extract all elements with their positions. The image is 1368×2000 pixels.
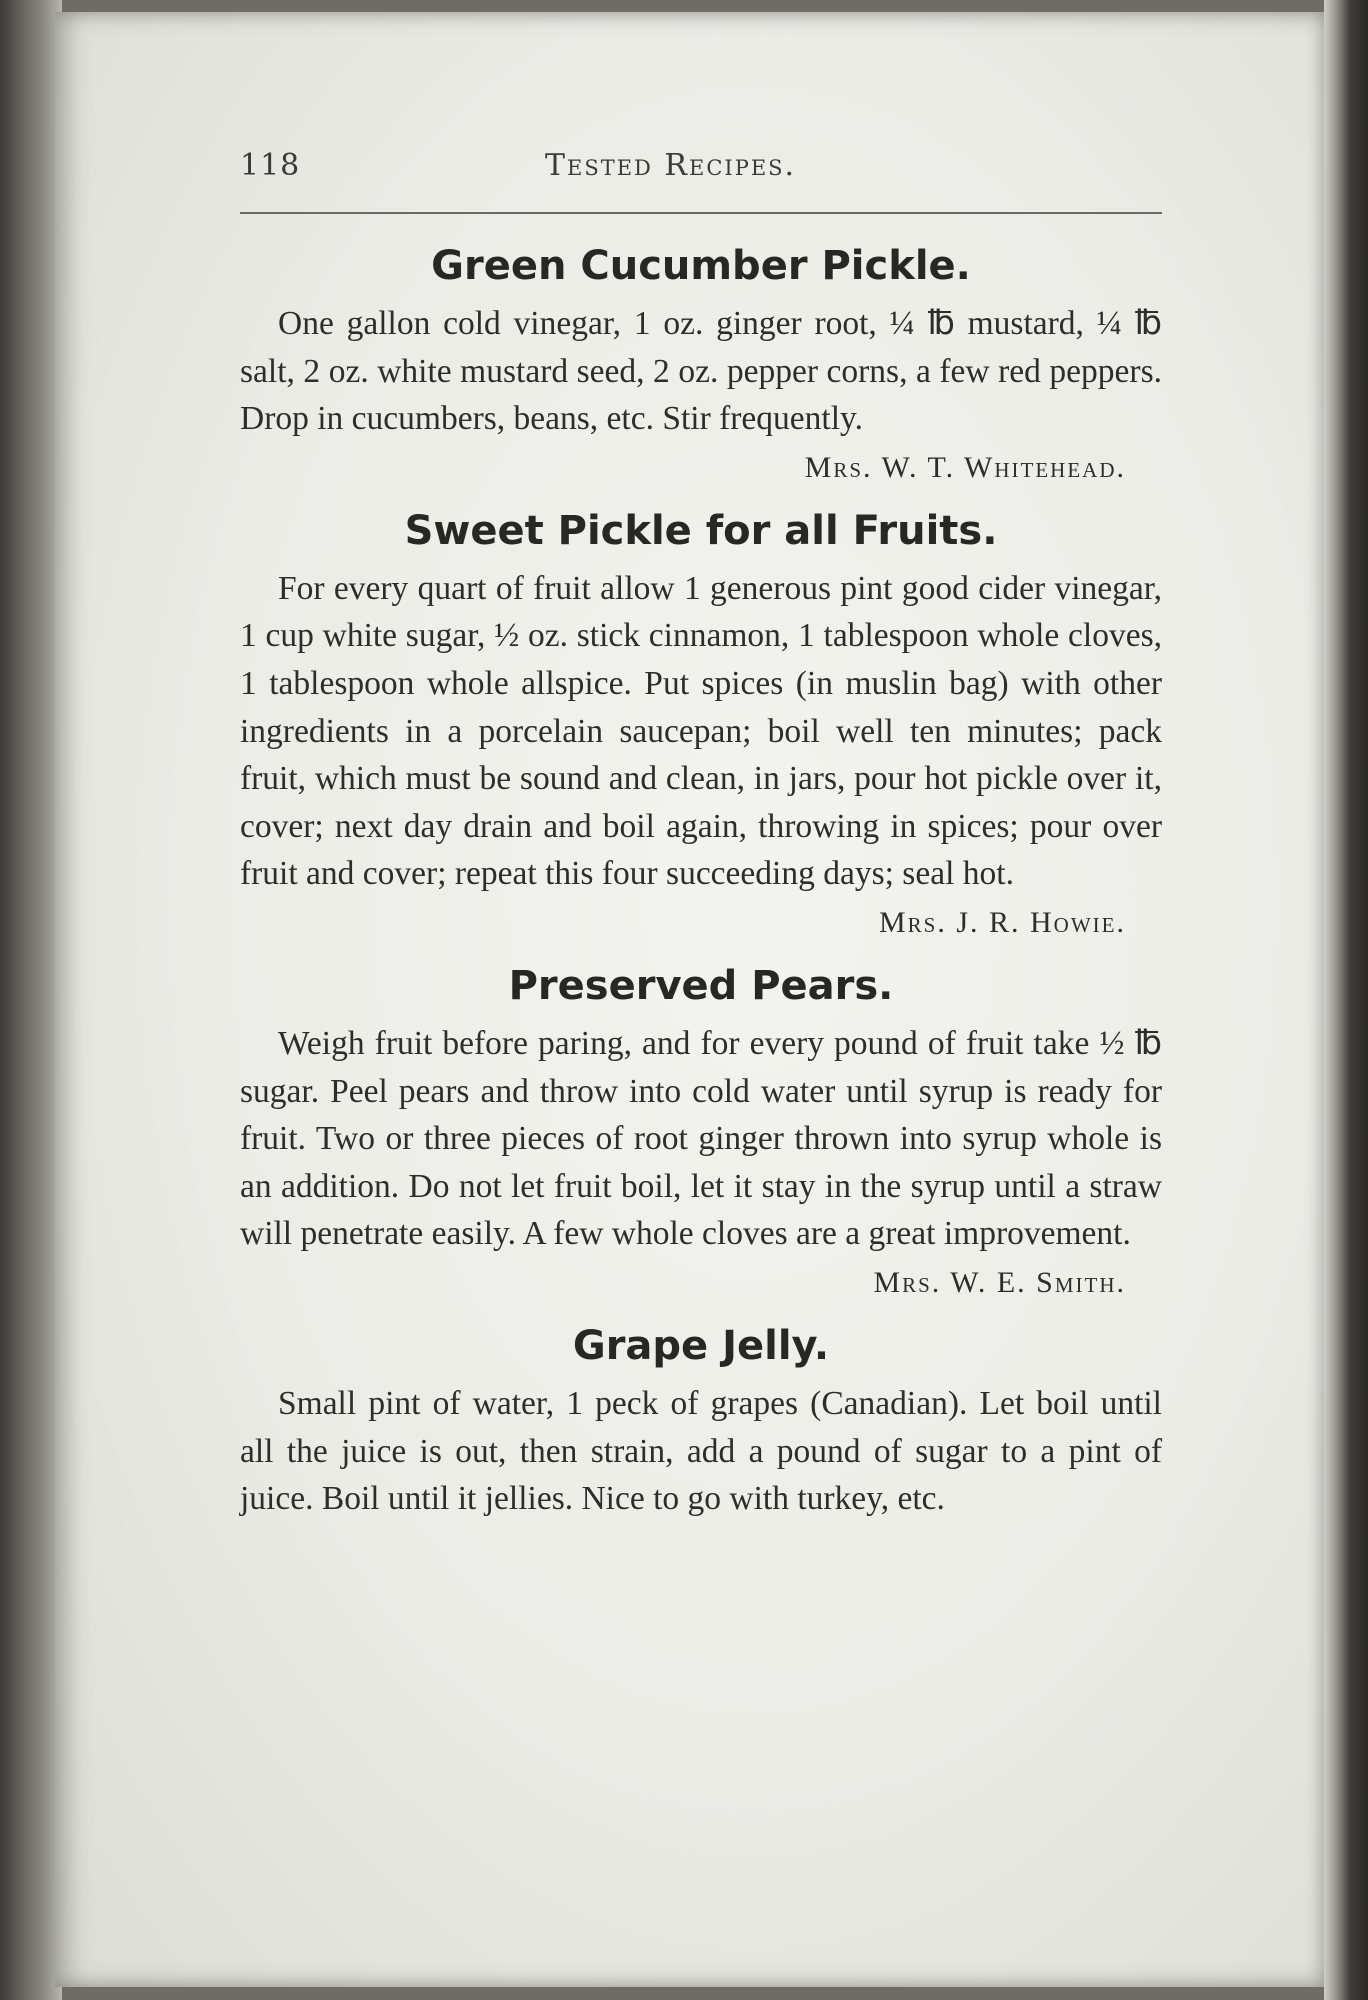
book-gutter xyxy=(0,0,62,2000)
recipe-list xyxy=(240,238,1162,1535)
recipe-title: Preserved Pears. xyxy=(508,962,894,1009)
recipe-body: Weigh fruit before paring, and for every pound of fruit take ½ ℔ sugar. Peel pears and throw into cold water until syrup is ready for fruit. Two or three pieces of root ginger thrown into syrup whole is an addition. Do not let fruit boil, let it stay in the syrup until a straw will penetrate easily. A few whole cloves are a great improvement. xyxy=(240,1024,1162,1253)
page-header xyxy=(240,148,1162,188)
recipe-title: Green Cucumber Pickle. xyxy=(431,243,971,289)
header-rule xyxy=(240,212,1162,214)
recipe-body: Small pint of water, 1 peck of grapes (Canadian). Let boil until all the juice is out, then strain, add a pound of sugar to a pint of juice. Boil until it jellies. Nice to go with turkey, etc. xyxy=(240,1384,1162,1518)
recipe-preserved-pears xyxy=(240,958,1162,1306)
page-edge xyxy=(1324,0,1368,2000)
recipe-title: Grape Jelly. xyxy=(572,1322,830,1369)
recipe-author: Mrs. W. T. Whitehead. xyxy=(804,450,1126,484)
recipe-body: For every quart of fruit allow 1 generous pint good cider vinegar, 1 cup white sugar, ½ oz. stick cinnamon, 1 tablespoon whole cloves, 1 tablespoon whole allspice. Put spices (in muslin bag) with other ingredients in a porcelain saucepan; boil well ten minutes; pack fruit, which must be sound and clean, in jars, pour hot pickle over it, cover; next day drain and boil again, throwing in spices; pour over fruit and cover; repeat this four succeeding days; seal hot. xyxy=(240,569,1162,893)
recipe-author: Mrs. W. E. Smith. xyxy=(873,1265,1126,1299)
recipe-sweet-pickle xyxy=(240,503,1162,946)
running-title: Tested Recipes. xyxy=(545,148,797,183)
recipe-body: One gallon cold vinegar, 1 oz. ginger root, ¼ ℔ mustard, ¼ ℔ salt, 2 oz. white mustard seed, 2 oz. pepper corns, a few red peppers. Drop in cucumbers, beans, etc. Stir frequently. xyxy=(240,305,1162,438)
recipe-title: Sweet Pickle for all Fruits. xyxy=(404,507,998,554)
recipe-green-cucumber-pickle xyxy=(240,238,1162,491)
recipe-author: Mrs. J. R. Howie. xyxy=(878,905,1126,939)
recipe-grape-jelly xyxy=(240,1318,1162,1523)
page-number: 118 xyxy=(240,148,301,183)
